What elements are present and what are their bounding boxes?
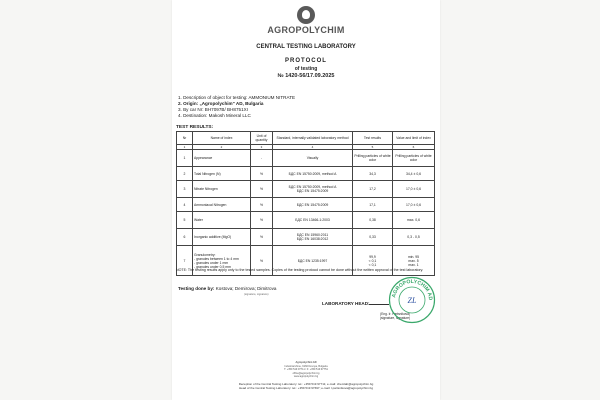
table-row <box>177 212 435 229</box>
cell-limit: min. 95 max. 5 max. 1 <box>393 246 435 276</box>
info-line-object: 1. Description of object for testing: AMMONIUM NITRATE <box>178 95 296 100</box>
index-cell: 3 <box>251 145 273 150</box>
table-row <box>177 167 435 181</box>
protocol-title: PROTOCOL <box>285 58 327 64</box>
cell-name: Granulometry: - granules between 1 to 4 mm - granules under 1 mm - granules under 0,5 mm <box>193 246 251 276</box>
footer-head: Head of the Central Testing Laboratory: tel.: +359 519 97697; e-mail: l.partsnikova@agropolychim.bg <box>239 385 373 390</box>
cell-method: БДС EN 15475:2009 <box>273 198 353 212</box>
cell-name: Appearance <box>193 150 251 167</box>
footer-email: office@agropolychim.bg <box>292 371 320 375</box>
lab-head-name: (Eng. Ir. Partsnikova) <box>380 312 410 316</box>
cell-unit: % <box>251 181 273 198</box>
cell-limit: 17,0 ± 0,6 <box>393 181 435 198</box>
index-cell: 1 <box>177 145 193 150</box>
cell-method: БДС EN 15750:2009, method A <box>273 167 353 181</box>
cell-limit: 0,3 - 0,5 <box>393 229 435 246</box>
testing-done-names: Kostova; Demirova; Dimitrova <box>215 286 277 291</box>
cell-limit: Prilling particles of white color <box>393 150 435 167</box>
cell-nr: 3 <box>177 181 193 198</box>
protocol-number: № 1420-56/17.09.2025 <box>277 73 335 79</box>
lab-head-label: LABORATORY HEAD: <box>322 301 370 306</box>
lab-head-signature-line <box>369 304 389 305</box>
cell-result: Prilling particles of white color <box>353 150 393 167</box>
header-limit: Value and limit of index <box>393 132 435 145</box>
cell-name: Ammoniacal Nitrogen <box>193 198 251 212</box>
logo-leaf-icon <box>297 6 315 24</box>
cell-nr: 7 <box>177 246 193 276</box>
cell-name: Inorganic additive (MgO) <box>193 229 251 246</box>
info-line-origin: 2. Origin: „Agropolychim" AD, Bulgaria <box>178 101 264 106</box>
cell-method: БДС EN 15750:2009, method A БДС EN 15475:2009 <box>273 181 353 198</box>
cell-nr: 4 <box>177 198 193 212</box>
cell-unit: % <box>251 212 273 229</box>
cell-method: БДС EN 15960:2011 БДС EN 16038:2012 <box>273 229 353 246</box>
cell-nr: 5 <box>177 212 193 229</box>
company-stamp <box>388 276 436 324</box>
protocol-subtitle: of testing <box>294 66 318 72</box>
info-line-car: 3. By car Nr: ВН7097В/ ВН8751ХI <box>178 107 248 112</box>
footer-address: Industrial Zone, 9160 Devnya, Bulgaria <box>284 364 328 368</box>
cell-unit: % <box>251 246 273 276</box>
table-header-row <box>177 132 435 145</box>
header-result: Test results <box>353 132 393 145</box>
note-text: NOTE: The testing results apply only to the tested samples. Copies of the testing protocol cannot be done without the written approval of the test laboratory. <box>176 268 424 272</box>
lab-title: CENTRAL TESTING LABORATORY <box>256 44 356 50</box>
header-method: Standard, internally validated laboratory method <box>273 132 353 145</box>
cell-unit: - <box>251 150 273 167</box>
info-line-destination: 4. Destination: Makosh Mineral LLC <box>178 113 251 118</box>
company-logo <box>172 6 440 35</box>
cell-limit: max. 0,6 <box>393 212 435 229</box>
footer-contacts <box>172 383 440 390</box>
header-name: Name of index <box>193 132 251 145</box>
cell-limit: 34,4 ± 0,6 <box>393 167 435 181</box>
logo-text: AGROPOLYCHIM <box>267 25 345 35</box>
table-row <box>177 181 435 198</box>
header-unit: Unit of quantity <box>251 132 273 145</box>
cell-result: 0,38 <box>353 212 393 229</box>
cell-unit: % <box>251 198 273 212</box>
footer-company <box>172 361 440 379</box>
document-page <box>172 0 440 400</box>
cell-name: Total Nitrogen (N) <box>193 167 251 181</box>
cell-limit: 17,0 ± 0,6 <box>393 198 435 212</box>
index-cell: 5 <box>353 145 393 150</box>
testing-signature-caption: (signature, signature) <box>244 293 269 296</box>
cell-unit: % <box>251 167 273 181</box>
cell-method: БДС EN 13466-1:2003 <box>273 212 353 229</box>
table-row <box>177 229 435 246</box>
cell-result: 34,3 <box>353 167 393 181</box>
results-title: TEST RESULTS: <box>176 125 214 130</box>
lab-head-caption: (signature, signature) <box>380 316 411 320</box>
index-cell: 6 <box>393 145 435 150</box>
footer-company-name: Agropolychim AD <box>295 361 317 364</box>
table-row <box>177 150 435 167</box>
object-info <box>178 95 295 119</box>
table-body <box>177 150 435 276</box>
footer-phone: T: +359 519 97711 / F: +359 519 97751 <box>284 368 328 372</box>
table-row <box>177 198 435 212</box>
index-cell: 4 <box>273 145 353 150</box>
cell-nr: 6 <box>177 229 193 246</box>
cell-unit: % <box>251 229 273 246</box>
cell-result: 99,9 < 0,1 < 0,1 <box>353 246 393 276</box>
cell-name: Nitrate Nitrogen <box>193 181 251 198</box>
stamp-initials: ZL <box>407 296 417 305</box>
testing-done <box>178 286 276 291</box>
footer-web: www.agropolychim.bg <box>293 375 319 379</box>
index-cell: 2 <box>193 145 251 150</box>
cell-result: 17,2 <box>353 181 393 198</box>
results-table <box>176 131 435 276</box>
cell-result: 0,33 <box>353 229 393 246</box>
cell-nr: 1 <box>177 150 193 167</box>
cell-result: 17,1 <box>353 198 393 212</box>
cell-method: БДС EN 1235:1997 <box>273 246 353 276</box>
cell-method: Visually <box>273 150 353 167</box>
cell-nr: 2 <box>177 167 193 181</box>
footer-reception: Reception of the Central Testing Laboratory: tel.: +359 519 97711; e-mail: chemlab@agropolychim.bg <box>238 382 374 386</box>
stamp-text: AGROPOLYCHIM AD <box>391 278 434 301</box>
testing-done-label: Testing done by: <box>178 286 215 291</box>
cell-name: Water <box>193 212 251 229</box>
header-nr: Nr <box>177 132 193 145</box>
